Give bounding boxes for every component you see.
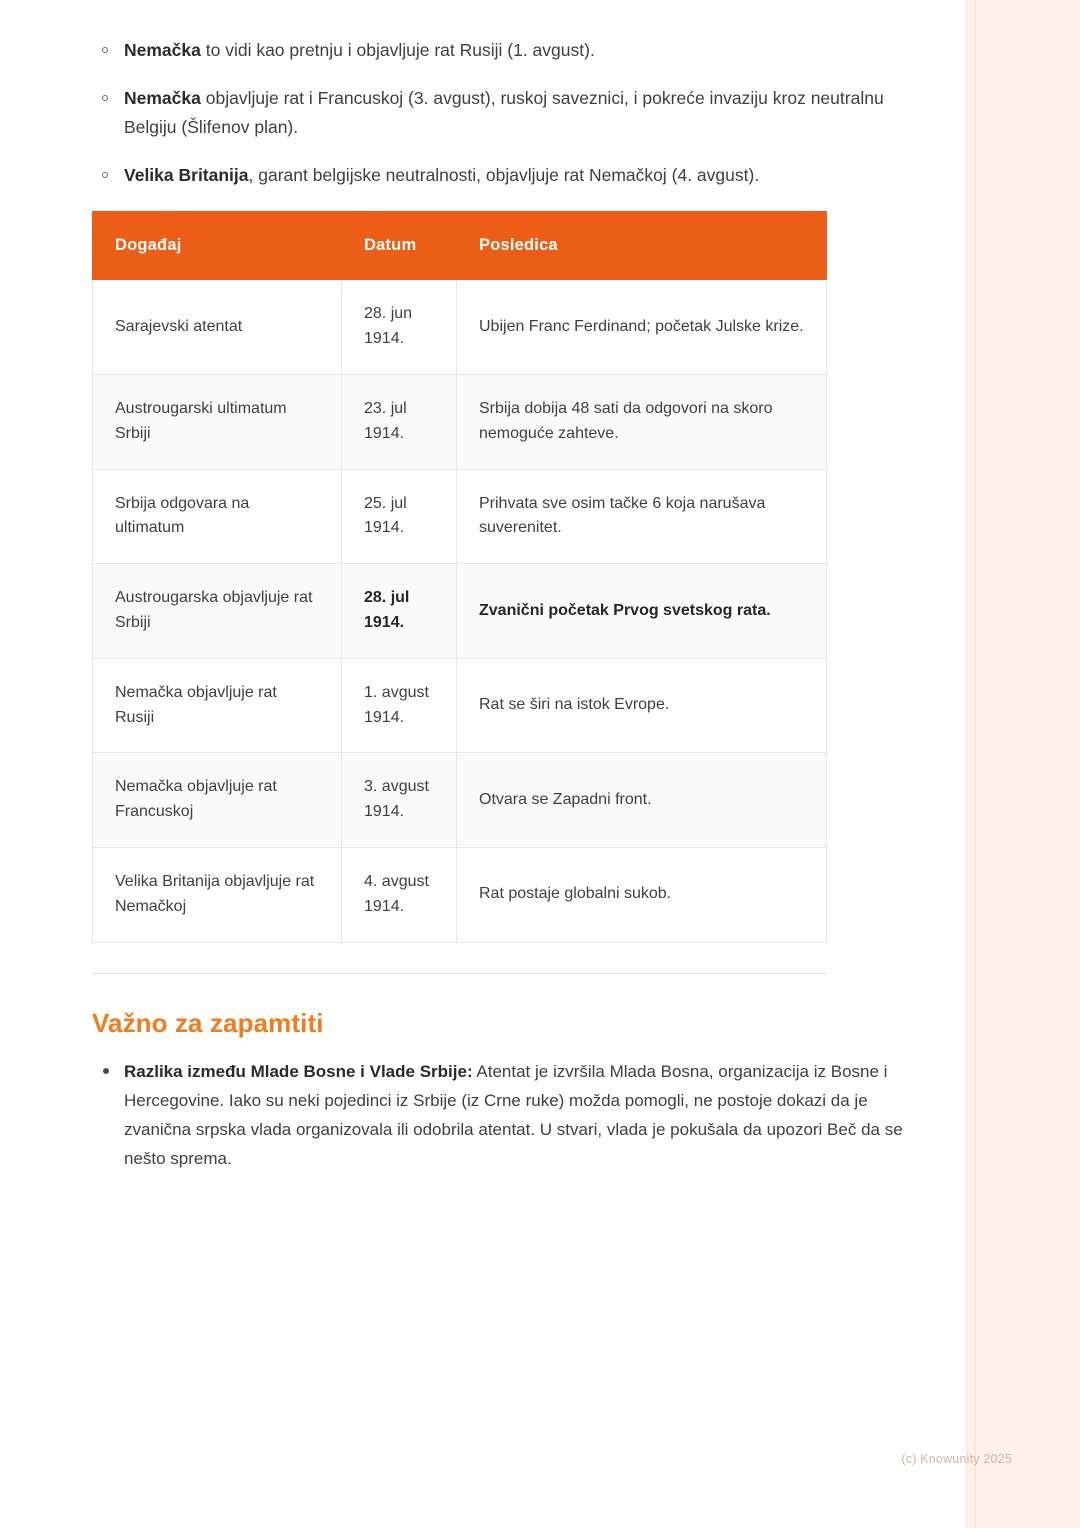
cell-date: 1. avgust 1914. xyxy=(342,658,457,753)
table-header xyxy=(93,212,827,280)
list-item xyxy=(92,161,907,189)
list-item xyxy=(92,1057,907,1174)
section-divider xyxy=(92,973,826,974)
cell-event: Velika Britanija objavljuje rat Nemačkoj xyxy=(93,847,342,942)
bullet-text: to vidi kao pretnju i objavljuje rat Rusiji (1. avgust). xyxy=(200,40,595,60)
bullet-lead: Nemačka xyxy=(124,40,201,60)
cell-event: Srbija odgovara na ultimatum xyxy=(93,469,342,564)
column-header-date: Datum xyxy=(342,212,457,280)
cell-date: 28. jul 1914. xyxy=(342,564,457,659)
column-header-event: Događaj xyxy=(93,212,342,280)
list-item xyxy=(92,84,907,141)
bullet-lead: Velika Britanija xyxy=(124,165,249,186)
cell-result: Srbija dobija 48 sati da odgovori na skoro nemoguće zahteve. xyxy=(457,374,827,469)
section-heading: Važno za zapamtiti xyxy=(92,1007,324,1038)
table-row xyxy=(93,469,827,564)
table-row xyxy=(93,658,827,753)
cell-date: 28. jun 1914. xyxy=(342,280,457,375)
cell-date: 25. jul 1914. xyxy=(342,469,457,564)
bullet-lead: Razlika između Mlade Bosne i Vlade Srbije: xyxy=(124,1061,473,1081)
cell-result: Rat se širi na istok Evrope. xyxy=(457,658,827,753)
table-row xyxy=(93,753,827,848)
bullet-text: Atentat je izvršila Mlada Bosna, organizacija iz Bosne i Hercegovine. Iako su neki pojedinci iz Srbije (iz Crne ruke) možda pomogli, ne postoje dokazi da je zvanična srpska vlada organizovala ili odobrila atentat. U stvari, vlada je pokušala da upozori Beč da se nešto sprema. xyxy=(124,1061,903,1169)
margin-rule xyxy=(975,0,976,1528)
events-table xyxy=(92,211,827,942)
bullet-text: , garant belgijske neutralnosti, objavljuje rat Nemačkoj (4. avgust). xyxy=(248,165,760,186)
intro-bullet-list xyxy=(92,36,907,189)
bullet-lead: Nemačka xyxy=(124,88,201,109)
cell-result: Ubijen Franc Ferdinand; početak Julske krize. xyxy=(457,280,827,375)
right-margin-strip xyxy=(966,0,1080,1528)
table-row xyxy=(93,564,827,659)
cell-event: Nemačka objavljuje rat Francuskoj xyxy=(93,753,342,848)
cell-event: Austrougarski ultimatum Srbiji xyxy=(93,374,342,469)
notes-bullet-list xyxy=(92,1057,907,1174)
cell-result: Zvanični početak Prvog svetskog rata. xyxy=(457,564,827,659)
cell-event: Austrougarska objavljuje rat Srbiji xyxy=(93,564,342,659)
cell-result: Rat postaje globalni sukob. xyxy=(457,847,827,942)
column-header-result: Posledica xyxy=(457,212,827,280)
cell-result: Otvara se Zapadni front. xyxy=(457,753,827,848)
cell-result: Prihvata sve osim tačke 6 koja narušava suverenitet. xyxy=(457,469,827,564)
table-body xyxy=(93,280,827,942)
cell-event: Sarajevski atentat xyxy=(93,280,342,375)
table-row xyxy=(93,374,827,469)
list-item xyxy=(92,36,907,64)
cell-date: 23. jul 1914. xyxy=(342,374,457,469)
table-row xyxy=(93,280,827,375)
bullet-text: objavljuje rat i Francuskoj (3. avgust), ruskoj saveznici, i pokreće invaziju kroz neutralnu Belgiju (Šlifenov plan). xyxy=(124,88,884,137)
table-header-row xyxy=(93,212,827,280)
cell-date: 4. avgust 1914. xyxy=(342,847,457,942)
events-table-wrapper xyxy=(92,211,826,942)
table-row xyxy=(93,847,827,942)
cell-date: 3. avgust 1914. xyxy=(342,753,457,848)
copyright-credit: (c) Knowunity 2025 xyxy=(901,1452,1012,1466)
cell-event: Nemačka objavljuje rat Rusiji xyxy=(93,658,342,753)
